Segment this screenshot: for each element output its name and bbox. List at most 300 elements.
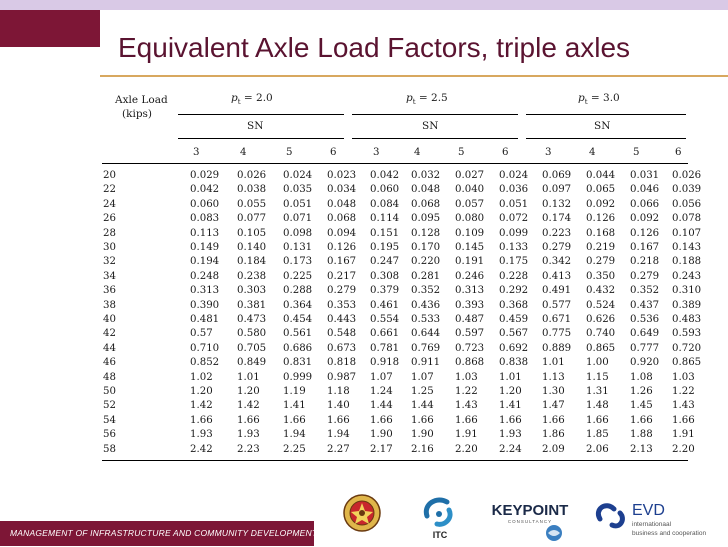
factor-cell: 1.07 xyxy=(370,371,393,383)
axle-load-cell: 38 xyxy=(103,299,116,311)
sn-value: 5 xyxy=(633,147,640,158)
factor-cell: 0.481 xyxy=(190,314,220,325)
factor-cell: 0.128 xyxy=(411,227,441,239)
factor-cell: 0.436 xyxy=(411,299,441,311)
factor-cell: 1.66 xyxy=(370,414,393,426)
factor-cell: 0.168 xyxy=(586,227,616,239)
factor-cell: 0.554 xyxy=(370,314,400,325)
axle-load-cell: 28 xyxy=(103,227,116,239)
factor-cell: 0.080 xyxy=(455,213,485,225)
axle-load-cell: 32 xyxy=(103,256,116,268)
factor-cell: 0.281 xyxy=(411,270,441,282)
factor-cell: 1.00 xyxy=(586,357,609,369)
factor-cell: 0.170 xyxy=(411,242,441,253)
pt-group-header: $p_t = 2.0$ xyxy=(231,92,273,107)
factor-cell: 0.175 xyxy=(499,256,529,268)
axle-load-table xyxy=(100,88,702,468)
factor-cell: 0.126 xyxy=(586,213,616,225)
axle-load-header-line2: (kips) xyxy=(122,108,153,120)
factor-cell: 0.597 xyxy=(455,328,485,340)
factor-cell: 0.865 xyxy=(672,357,702,369)
factor-cell: 0.661 xyxy=(370,328,400,340)
factor-cell: 0.593 xyxy=(672,328,702,340)
factor-cell: 1.93 xyxy=(499,429,522,441)
factor-cell: 0.626 xyxy=(586,314,616,325)
factor-cell: 0.131 xyxy=(283,242,313,253)
factor-cell: 1.93 xyxy=(237,429,260,441)
factor-cell: 0.132 xyxy=(542,198,572,210)
factor-cell: 0.920 xyxy=(630,357,660,369)
factor-cell: 0.083 xyxy=(190,213,220,225)
factor-cell: 0.225 xyxy=(283,270,313,282)
sn-value: 5 xyxy=(286,147,293,158)
keypoint-logo-text: KEYPOINT xyxy=(491,502,569,519)
factor-cell: 0.580 xyxy=(237,328,267,340)
evd-logo-line1: internationaal xyxy=(632,521,672,528)
factor-cell: 0.228 xyxy=(499,270,529,282)
factor-cell: 0.133 xyxy=(499,242,529,253)
factor-cell: 1.90 xyxy=(411,429,434,441)
factor-cell: 0.671 xyxy=(542,314,572,325)
factor-cell: 0.084 xyxy=(370,198,400,210)
factor-cell: 0.238 xyxy=(237,270,267,282)
factor-cell: 1.66 xyxy=(499,414,522,426)
factor-cell: 0.852 xyxy=(190,357,220,369)
factor-cell: 0.310 xyxy=(672,285,702,297)
factor-cell: 0.352 xyxy=(630,285,660,297)
pt-header-rule xyxy=(178,114,344,115)
factor-cell: 1.94 xyxy=(327,429,350,441)
factor-cell: 0.437 xyxy=(630,299,660,311)
factor-cell: 0.051 xyxy=(283,198,313,210)
factor-cell: 2.13 xyxy=(630,443,653,455)
factor-cell: 0.113 xyxy=(190,227,220,239)
factor-cell: 0.188 xyxy=(672,256,702,268)
factor-cell: 1.44 xyxy=(370,400,393,412)
factor-cell: 0.217 xyxy=(327,270,357,282)
factor-cell: 0.077 xyxy=(237,213,267,225)
factor-cell: 0.473 xyxy=(237,314,267,325)
factor-cell: 0.167 xyxy=(327,256,357,268)
factor-cell: 0.126 xyxy=(630,227,660,239)
factor-cell: 0.379 xyxy=(370,285,400,297)
factor-cell: 0.368 xyxy=(499,299,529,311)
factor-cell: 0.097 xyxy=(542,184,572,196)
sn-value: 4 xyxy=(240,147,247,158)
axle-load-cell: 54 xyxy=(103,414,116,426)
factor-cell: 0.057 xyxy=(455,198,485,210)
axle-load-cell: 24 xyxy=(103,198,116,210)
itc-logo-text: ITC xyxy=(432,530,448,540)
axle-load-cell: 44 xyxy=(103,342,116,354)
factor-cell: 0.026 xyxy=(237,170,267,181)
factor-cell: 1.40 xyxy=(327,400,350,412)
sn-label: SN xyxy=(594,120,611,132)
factor-cell: 1.18 xyxy=(327,386,350,397)
factor-cell: 1.03 xyxy=(455,371,478,383)
factor-cell: 1.03 xyxy=(672,371,695,383)
factor-cell: 0.483 xyxy=(672,314,702,325)
factor-cell: 1.91 xyxy=(672,429,695,441)
factor-cell: 0.644 xyxy=(411,328,441,340)
factor-cell: 1.41 xyxy=(499,400,522,412)
factor-cell: 1.02 xyxy=(190,371,213,383)
axle-load-cell: 36 xyxy=(103,285,116,297)
factor-cell: 2.06 xyxy=(586,443,609,455)
factor-cell: 1.01 xyxy=(237,371,260,383)
pt-header-rule xyxy=(526,114,686,115)
factor-cell: 0.352 xyxy=(411,285,441,297)
factor-cell: 0.673 xyxy=(327,342,357,354)
factor-cell: 1.24 xyxy=(370,386,393,397)
sn-value: 6 xyxy=(502,147,509,158)
factor-cell: 0.818 xyxy=(327,357,357,369)
pt-group-header: $p_t = 3.0$ xyxy=(578,92,620,107)
footer-bar xyxy=(0,521,318,546)
factor-cell: 0.461 xyxy=(370,299,400,311)
factor-cell: 1.43 xyxy=(455,400,478,412)
factor-cell: 0.042 xyxy=(370,170,400,181)
factor-cell: 0.066 xyxy=(630,198,660,210)
factor-cell: 0.454 xyxy=(283,314,313,325)
factor-cell: 0.092 xyxy=(630,213,660,225)
factor-cell: 1.66 xyxy=(283,414,306,426)
factor-cell: 0.031 xyxy=(630,170,660,181)
factor-cell: 0.577 xyxy=(542,299,572,311)
factor-cell: 0.095 xyxy=(411,213,441,225)
factor-cell: 0.151 xyxy=(370,227,400,239)
university-seal-logo xyxy=(342,493,382,533)
factor-cell: 1.20 xyxy=(190,386,213,397)
factor-cell: 0.769 xyxy=(411,342,441,354)
keypoint-logo-subtext: CONSULTANCY xyxy=(507,519,553,524)
factor-cell: 2.25 xyxy=(283,443,306,455)
footer-text: MANAGEMENT OF INFRASTRUCTURE AND COMMUNITY DEVELOPMENT xyxy=(10,528,318,538)
factor-cell: 1.47 xyxy=(542,400,565,412)
factor-cell: 0.561 xyxy=(283,328,313,340)
factor-cell: 0.849 xyxy=(237,357,267,369)
factor-cell: 0.288 xyxy=(283,285,313,297)
axle-load-header-line1: Axle Load xyxy=(115,94,168,106)
itc-logo xyxy=(415,490,465,540)
factor-cell: 1.08 xyxy=(630,371,653,383)
sn-label: SN xyxy=(247,120,264,132)
factor-cell: 1.90 xyxy=(370,429,393,441)
factor-cell: 1.26 xyxy=(630,386,653,397)
factor-cell: 1.88 xyxy=(630,429,653,441)
factor-cell: 2.09 xyxy=(542,443,565,455)
factor-cell: 0.220 xyxy=(411,256,441,268)
factor-cell: 0.781 xyxy=(370,342,400,354)
factor-cell: 0.099 xyxy=(499,227,529,239)
factor-cell: 0.686 xyxy=(283,342,313,354)
pt-header-rule xyxy=(352,114,518,115)
factor-cell: 1.91 xyxy=(455,429,478,441)
factor-cell: 1.93 xyxy=(190,429,213,441)
factor-cell: 1.20 xyxy=(237,386,260,397)
factor-cell: 0.107 xyxy=(672,227,702,239)
factor-cell: 0.57 xyxy=(190,328,213,340)
factor-cell: 1.15 xyxy=(586,371,609,383)
factor-cell: 1.66 xyxy=(455,414,478,426)
factor-cell: 0.248 xyxy=(190,270,220,282)
factor-cell: 0.126 xyxy=(327,242,357,253)
header-top-bar xyxy=(0,0,728,10)
factor-cell: 2.42 xyxy=(190,443,213,455)
factor-cell: 0.723 xyxy=(455,342,485,354)
sn-value: 4 xyxy=(414,147,421,158)
factor-cell: 0.140 xyxy=(237,242,267,253)
sn-value: 4 xyxy=(589,147,596,158)
factor-cell: 0.243 xyxy=(672,270,702,282)
factor-cell: 1.22 xyxy=(455,386,478,397)
factor-cell: 1.13 xyxy=(542,371,565,383)
title-underline xyxy=(100,75,728,77)
factor-cell: 1.94 xyxy=(283,429,306,441)
factor-cell: 0.098 xyxy=(283,227,313,239)
factor-cell: 1.19 xyxy=(283,386,306,397)
factor-cell: 1.01 xyxy=(499,371,522,383)
sn-header-rule xyxy=(178,138,344,139)
factor-cell: 1.41 xyxy=(283,400,306,412)
factor-cell: 0.279 xyxy=(586,256,616,268)
factor-cell: 0.350 xyxy=(586,270,616,282)
factor-cell: 0.491 xyxy=(542,285,572,297)
factor-cell: 0.999 xyxy=(283,371,313,383)
factor-cell: 0.042 xyxy=(190,184,220,196)
factor-cell: 0.056 xyxy=(672,198,702,210)
factor-cell: 2.23 xyxy=(237,443,260,455)
factor-cell: 0.039 xyxy=(672,184,702,196)
factor-cell: 0.038 xyxy=(237,184,267,196)
factor-cell: 0.035 xyxy=(283,184,313,196)
factor-cell: 0.078 xyxy=(672,213,702,225)
factor-cell: 0.173 xyxy=(283,256,313,268)
factor-cell: 0.184 xyxy=(237,256,267,268)
factor-cell: 0.432 xyxy=(586,285,616,297)
evd-logo xyxy=(590,495,707,541)
factor-cell: 0.353 xyxy=(327,299,357,311)
sn-value: 6 xyxy=(330,147,337,158)
factor-cell: 0.313 xyxy=(455,285,485,297)
factor-cell: 2.27 xyxy=(327,443,350,455)
evd-logo-line2: business and cooperation xyxy=(632,530,707,537)
axle-load-cell: 34 xyxy=(103,270,116,282)
factor-cell: 0.303 xyxy=(237,285,267,297)
factor-cell: 0.364 xyxy=(283,299,313,311)
factor-cell: 0.143 xyxy=(672,242,702,253)
slide-title: Equivalent Axle Load Factors, triple axles xyxy=(118,32,631,63)
factor-cell: 0.393 xyxy=(455,299,485,311)
sn-value: 5 xyxy=(458,147,465,158)
factor-cell: 0.072 xyxy=(499,213,529,225)
factor-cell: 0.710 xyxy=(190,342,220,354)
factor-cell: 0.548 xyxy=(327,328,357,340)
sn-label: SN xyxy=(422,120,439,132)
factor-cell: 0.649 xyxy=(630,328,660,340)
factor-cell: 0.567 xyxy=(499,328,529,340)
axle-load-cell: 42 xyxy=(103,328,116,340)
factor-cell: 0.092 xyxy=(586,198,616,210)
factor-cell: 0.918 xyxy=(370,357,400,369)
factor-cell: 0.777 xyxy=(630,342,660,354)
factor-cell: 0.094 xyxy=(327,227,357,239)
factor-cell: 0.024 xyxy=(499,170,529,181)
factor-cell: 0.068 xyxy=(327,213,357,225)
factor-cell: 0.720 xyxy=(672,342,702,354)
factor-cell: 2.20 xyxy=(672,443,695,455)
factor-cell: 0.524 xyxy=(586,299,616,311)
factor-cell: 0.191 xyxy=(455,256,485,268)
factor-cell: 0.145 xyxy=(455,242,485,253)
factor-cell: 0.487 xyxy=(455,314,485,325)
factor-cell: 1.07 xyxy=(411,371,434,383)
factor-cell: 0.533 xyxy=(411,314,441,325)
factor-cell: 1.42 xyxy=(237,400,260,412)
factor-cell: 0.114 xyxy=(370,213,400,225)
axle-load-cell: 56 xyxy=(103,429,116,441)
pt-group-header: $p_t = 2.5$ xyxy=(406,92,448,107)
factor-cell: 0.536 xyxy=(630,314,660,325)
table-header-rule xyxy=(102,163,688,164)
factor-cell: 1.66 xyxy=(237,414,260,426)
factor-cell: 0.889 xyxy=(542,342,572,354)
axle-load-cell: 52 xyxy=(103,400,116,412)
sn-header-rule xyxy=(352,138,518,139)
factor-cell: 0.831 xyxy=(283,357,313,369)
factor-cell: 0.279 xyxy=(630,270,660,282)
factor-cell: 0.029 xyxy=(190,170,220,181)
axle-load-cell: 50 xyxy=(103,386,116,397)
factor-cell: 0.034 xyxy=(327,184,357,196)
factor-cell: 0.024 xyxy=(283,170,313,181)
factor-cell: 1.86 xyxy=(542,429,565,441)
factor-cell: 0.381 xyxy=(237,299,267,311)
factor-cell: 1.01 xyxy=(542,357,565,369)
factor-cell: 0.048 xyxy=(327,198,357,210)
factor-cell: 0.247 xyxy=(370,256,400,268)
factor-cell: 0.443 xyxy=(327,314,357,325)
factor-cell: 1.45 xyxy=(630,400,653,412)
factor-cell: 0.219 xyxy=(586,242,616,253)
factor-cell: 1.66 xyxy=(411,414,434,426)
factor-cell: 0.292 xyxy=(499,285,529,297)
sn-value: 3 xyxy=(193,147,200,158)
axle-load-cell: 26 xyxy=(103,213,116,225)
factor-cell: 2.24 xyxy=(499,443,522,455)
factor-cell: 0.342 xyxy=(542,256,572,268)
factor-cell: 0.692 xyxy=(499,342,529,354)
axle-load-header xyxy=(115,93,168,121)
axle-load-cell: 48 xyxy=(103,371,116,383)
factor-cell: 0.060 xyxy=(370,184,400,196)
factor-cell: 0.194 xyxy=(190,256,220,268)
factor-cell: 1.85 xyxy=(586,429,609,441)
axle-load-cell: 58 xyxy=(103,443,116,455)
factor-cell: 0.167 xyxy=(630,242,660,253)
factor-cell: 0.279 xyxy=(327,285,357,297)
sn-header-rule xyxy=(526,138,686,139)
header-accent-block xyxy=(0,10,100,47)
factor-cell: 0.390 xyxy=(190,299,220,311)
factor-cell: 1.43 xyxy=(672,400,695,412)
factor-cell: 1.30 xyxy=(542,386,565,397)
factor-cell: 0.313 xyxy=(190,285,220,297)
factor-cell: 0.036 xyxy=(499,184,529,196)
factor-cell: 1.66 xyxy=(327,414,350,426)
factor-cell: 1.42 xyxy=(190,400,213,412)
factor-cell: 2.17 xyxy=(370,443,393,455)
sn-value: 3 xyxy=(373,147,380,158)
axle-load-cell: 46 xyxy=(103,357,116,369)
factor-cell: 0.071 xyxy=(283,213,313,225)
factor-cell: 0.459 xyxy=(499,314,529,325)
factor-cell: 0.308 xyxy=(370,270,400,282)
axle-load-cell: 20 xyxy=(103,170,116,181)
factor-cell: 2.20 xyxy=(455,443,478,455)
factor-cell: 0.055 xyxy=(237,198,267,210)
factor-cell: 0.246 xyxy=(455,270,485,282)
factor-cell: 1.66 xyxy=(586,414,609,426)
factor-cell: 0.389 xyxy=(672,299,702,311)
factor-cell: 0.775 xyxy=(542,328,572,340)
factor-cell: 1.25 xyxy=(411,386,434,397)
factor-cell: 1.20 xyxy=(499,386,522,397)
factor-cell: 0.838 xyxy=(499,357,529,369)
factor-cell: 0.023 xyxy=(327,170,357,181)
factor-cell: 0.218 xyxy=(630,256,660,268)
factor-cell: 0.868 xyxy=(455,357,485,369)
factor-cell: 0.051 xyxy=(499,198,529,210)
factor-cell: 0.027 xyxy=(455,170,485,181)
axle-load-cell: 30 xyxy=(103,242,116,253)
factor-cell: 1.22 xyxy=(672,386,695,397)
evd-logo-text: EVD xyxy=(632,502,665,519)
factor-cell: 1.66 xyxy=(672,414,695,426)
factor-cell: 0.109 xyxy=(455,227,485,239)
factor-cell: 0.174 xyxy=(542,213,572,225)
factor-cell: 0.195 xyxy=(370,242,400,253)
factor-cell: 0.705 xyxy=(237,342,267,354)
factor-cell: 0.149 xyxy=(190,242,220,253)
factor-cell: 0.060 xyxy=(190,198,220,210)
factor-cell: 0.065 xyxy=(586,184,616,196)
factor-cell: 1.66 xyxy=(630,414,653,426)
factor-cell: 0.413 xyxy=(542,270,572,282)
axle-load-cell: 22 xyxy=(103,184,116,196)
factor-cell: 1.44 xyxy=(411,400,434,412)
sn-value: 6 xyxy=(675,147,682,158)
factor-cell: 0.026 xyxy=(672,170,702,181)
factor-cell: 0.040 xyxy=(455,184,485,196)
factor-cell: 0.911 xyxy=(411,357,441,369)
factor-cell: 0.223 xyxy=(542,227,572,239)
factor-cell: 0.740 xyxy=(586,328,616,340)
sn-value: 3 xyxy=(545,147,552,158)
factor-cell: 0.032 xyxy=(411,170,441,181)
factor-cell: 0.068 xyxy=(411,198,441,210)
factor-cell: 0.046 xyxy=(630,184,660,196)
factor-cell: 1.48 xyxy=(586,400,609,412)
factor-cell: 2.16 xyxy=(411,443,434,455)
factor-cell: 1.66 xyxy=(190,414,213,426)
factor-cell: 0.105 xyxy=(237,227,267,239)
factor-cell: 1.66 xyxy=(542,414,565,426)
factor-cell: 1.31 xyxy=(586,386,609,397)
factor-cell: 0.279 xyxy=(542,242,572,253)
factor-cell: 0.865 xyxy=(586,342,616,354)
factor-cell: 0.048 xyxy=(411,184,441,196)
